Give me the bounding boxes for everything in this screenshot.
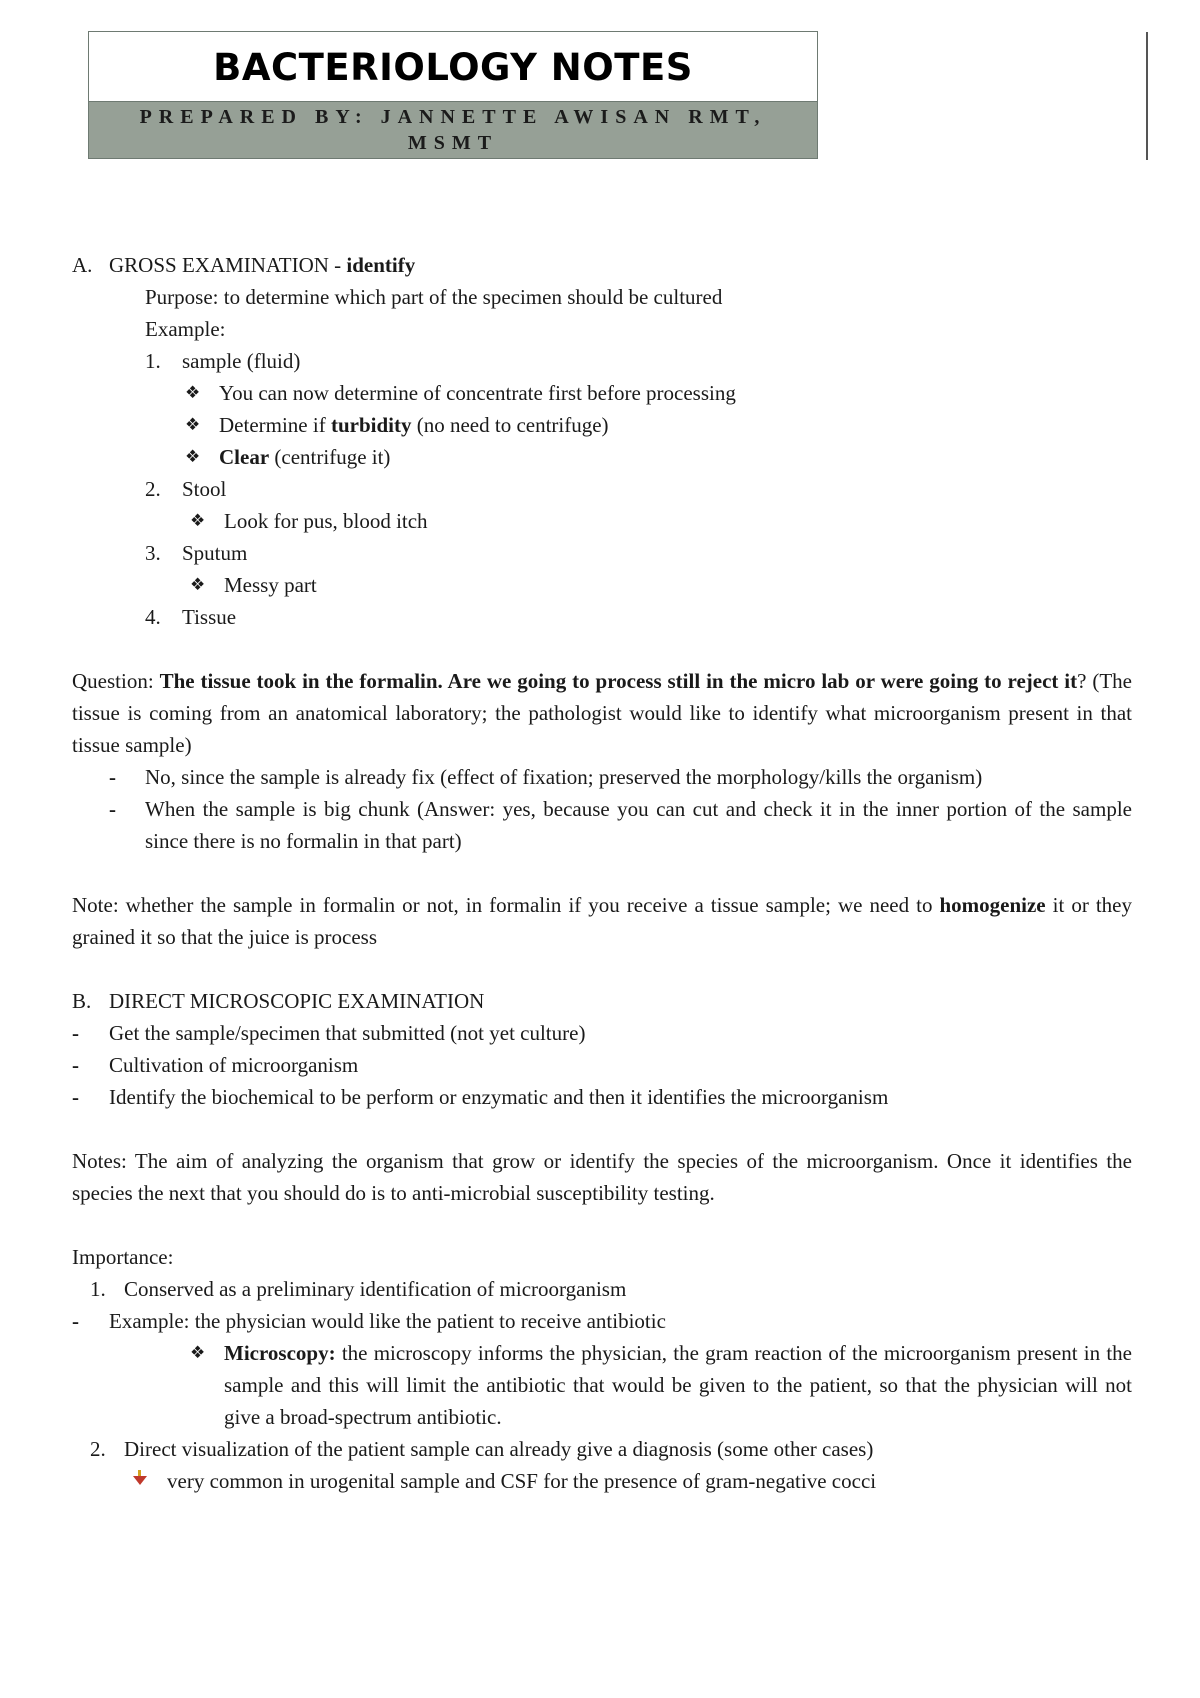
purpose-line: Purpose: to determine which part of the specimen should be cultured <box>145 285 723 309</box>
section-b-bullet: - Get the sample/specimen that submitted (not yet culture) <box>72 1017 1132 1049</box>
sub-bullet: ❖ You can now determine of concentrate first before processing <box>72 377 1132 409</box>
question-paragraph: Question: The tissue took in the formalin. Are we going to process still in the micro lab or were going to reject it? (The tissue is coming from an anatomical laboratory; the pathologist would like to identify what microorganism present in that tissue sample) <box>72 669 1132 757</box>
dash-bullet-icon: - <box>72 1021 79 1045</box>
dash-bullet-icon: - <box>72 1085 79 1109</box>
section-b-heading: B. DIRECT MICROSCOPIC EXAMINATION <box>72 985 1132 1017</box>
answer-item: - When the sample is big chunk (Answer: yes, because you can cut and check it in the inner portion of the sample since there is no formalin in that part) <box>72 793 1132 857</box>
microscopy-bullet: ❖ Microscopy: the microscopy informs the physician, the gram reaction of the microorganism present in the sample and this will limit the antibiotic that would be given to the patient, so that the physician will not give a broad-spectrum antibiotic. <box>72 1337 1132 1433</box>
document-title: BACTERIOLOGY NOTES <box>213 45 693 89</box>
list-item: 1. sample (fluid) <box>145 349 301 373</box>
example-label: Example: <box>145 317 226 341</box>
notes-body <box>72 249 1132 1497</box>
importance-item-2: 2. Direct visualization of the patient sample can already give a diagnosis (some other cases) <box>90 1437 874 1461</box>
diamond-bullet-icon: ❖ <box>190 575 206 594</box>
diamond-bullet-icon: ❖ <box>185 447 201 466</box>
diamond-bullet-icon: ❖ <box>185 383 201 402</box>
section-b-bullet: - Identify the biochemical to be perform or enzymatic and then it identifies the microorganism <box>72 1081 1132 1113</box>
diamond-bullet-icon: ❖ <box>190 511 206 530</box>
sub-bullet: ❖ Look for pus, blood itch <box>72 505 1132 537</box>
note-paragraph: Note: whether the sample in formalin or not, in formalin if you receive a tissue sample; we need to homogenize it or they grained it so that the juice is process <box>72 893 1132 949</box>
header-box <box>88 31 818 159</box>
list-item: 2. Stool <box>145 477 227 501</box>
section-a-marker: A. <box>72 253 93 277</box>
importance-item-1: 1. Conserved as a preliminary identification of microorganism <box>90 1277 627 1301</box>
section-b-marker: B. <box>72 989 92 1013</box>
notes-paragraph: Notes: The aim of analyzing the organism that grow or identify the species of the microorganism. Once it identifies the species the next that you should do is to anti-microbial susceptibility testing. <box>72 1149 1132 1205</box>
list-item: 4. Tissue <box>145 605 237 629</box>
section-a-heading: A. GROSS EXAMINATION - identify <box>72 249 1132 281</box>
dash-bullet-icon: - <box>72 1309 79 1333</box>
dash-bullet-icon: - <box>109 797 116 821</box>
importance-example: - Example: the physician would like the patient to receive antibiotic <box>72 1305 1132 1337</box>
dash-bullet-icon: - <box>72 1053 79 1077</box>
sub-bullet: ❖ Messy part <box>72 569 1132 601</box>
arrow-bullet: very common in urogenital sample and CSF for the presence of gram-negative cocci <box>72 1465 1132 1497</box>
section-b-bullet: - Cultivation of microorganism <box>72 1049 1132 1081</box>
sub-bullet: ❖ Clear (centrifuge it) <box>72 441 1132 473</box>
answer-item: - No, since the sample is already fix (effect of fixation; preserved the morphology/kills the organism) <box>72 761 1132 793</box>
list-item: 3. Sputum <box>145 541 248 565</box>
diamond-bullet-icon: ❖ <box>190 1343 206 1362</box>
prepared-by-text: PREPARED BY: JANNETTE AWISAN RMT, MSMT <box>139 106 767 154</box>
sub-bullet: ❖ Determine if turbidity (no need to centrifuge) <box>72 409 1132 441</box>
dash-bullet-icon: - <box>109 765 116 789</box>
prepared-by-banner <box>89 101 817 158</box>
header-side-rule <box>1146 32 1148 160</box>
diamond-bullet-icon: ❖ <box>185 415 201 434</box>
importance-label: Importance: <box>72 1245 174 1269</box>
